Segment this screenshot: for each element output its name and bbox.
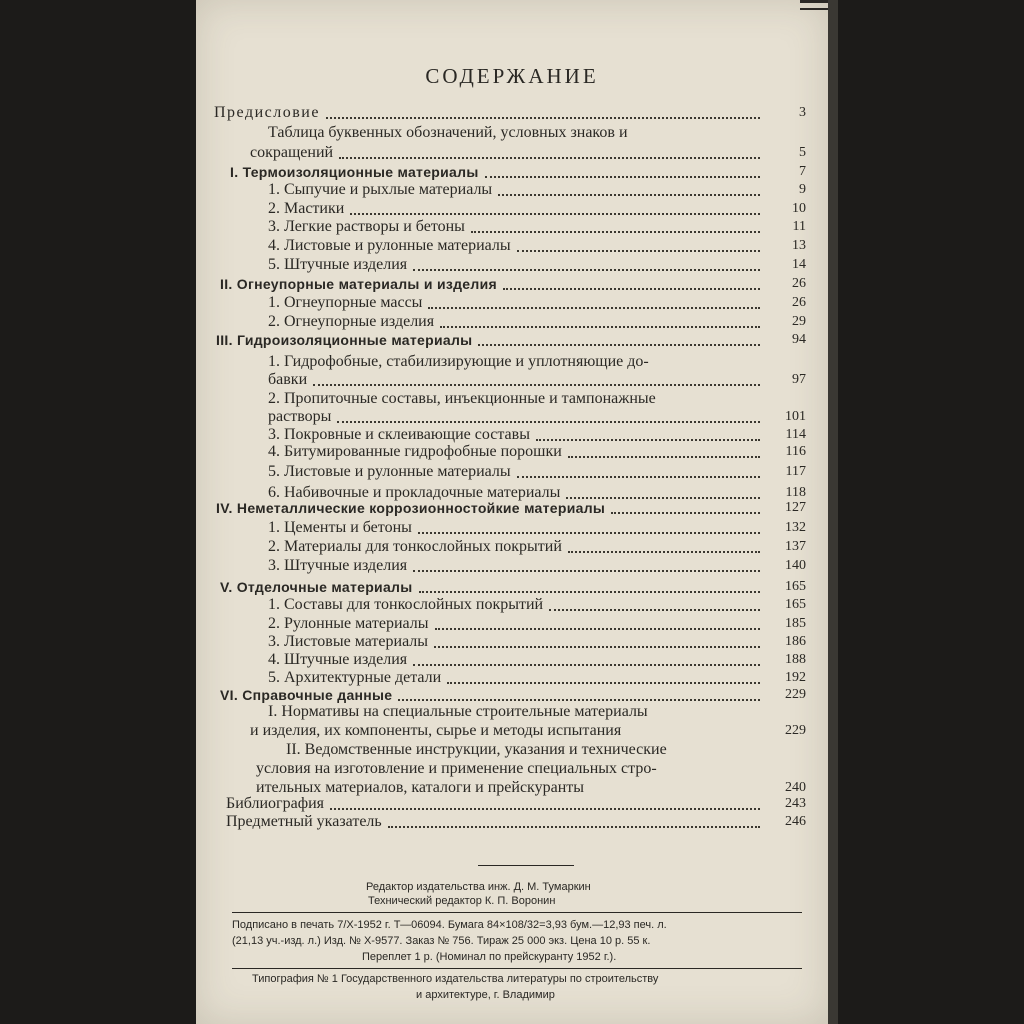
leader-dots [447,682,760,684]
leader-dots [388,826,760,828]
imprint-line: Подписано в печать 7/X-1952 г. Т—06094. Бумага 84×108/32=3,93 бум.—12,93 печ. л. [232,919,667,931]
toc-page-number: 114 [785,427,806,442]
toc-page-number: 101 [785,409,806,424]
toc-entry [268,538,806,556]
toc-entry-title: 5. Листовые и рулонные материалы [268,463,511,480]
toc-page-number: 116 [785,444,806,459]
toc-entry-title: 6. Набивочные и прокладочные материалы [268,484,561,501]
leader-dots [413,570,760,572]
toc-page-number: 117 [785,464,806,479]
toc-page-number: 132 [785,520,806,535]
toc-entry [268,408,806,426]
toc-entry-title: 1. Составы для тонкослойных покрытий [268,596,544,613]
toc-entry-title: Предметный указатель [226,813,382,830]
tech-editor-line: Технический редактор К. П. Воронин [368,895,556,907]
leader-dots [517,476,760,478]
leader-dots [413,664,760,666]
toc-page-number: 13 [792,238,806,253]
toc-page-number: 10 [792,201,806,216]
leader-dots [413,269,760,271]
toc-entry-title: I. Нормативы на специальные строительные материалы [268,703,648,720]
page-title: СОДЕРЖАНИЕ [425,64,599,88]
toc-page-number: 26 [792,276,806,291]
toc-entry [268,519,806,537]
toc-section-title: IV. Неметаллические коррозионностойкие материалы [216,500,606,516]
header-rule [800,0,828,3]
editor-line: Редактор издательства инж. Д. М. Тумаркин [366,881,591,893]
printer-line: и архитектуре, г. Владимир [416,989,555,1001]
leader-dots [611,512,760,514]
toc-entry-title-cont: условия на изготовление и применение специальных стро- [256,760,657,777]
toc-page-number: 127 [785,500,806,515]
leader-dots [536,439,760,441]
leader-dots [326,117,760,119]
toc-entry-title: 1. Цементы и бетоны [268,519,412,536]
toc-entry-title: Предисловие [214,104,320,121]
toc-page-number: 3 [799,105,806,120]
toc-entry-title: 1. Сыпучие и рыхлые материалы [268,181,493,198]
toc-page-number: 137 [785,539,806,554]
toc-entry [214,104,806,122]
toc-entry [250,722,806,740]
toc-entry [268,463,806,481]
toc-page-number: 94 [792,332,806,347]
toc-entry [220,686,806,704]
toc-page-number: 240 [785,780,806,795]
toc-page-number: 9 [799,182,806,197]
toc-entry-title: Библиография [226,795,324,812]
toc-entry [230,163,806,181]
toc-page-number: 140 [785,558,806,573]
leader-dots [498,194,760,196]
toc-page-number: 165 [785,597,806,612]
toc-entry-title: 2. Огнеупорные изделия [268,313,435,330]
header-rule [800,8,828,10]
toc-section-title: V. Отделочные материалы [220,579,413,595]
toc-page-number: 29 [792,314,806,329]
toc-entry-title-cont: ительных материалов, каталоги и прейскуранты [256,779,584,796]
toc-entry [268,651,806,669]
page-edge [828,0,838,1024]
leader-dots [471,231,760,233]
toc-entry-title: 2. Материалы для тонкослойных покрытий [268,538,562,555]
leader-dots [337,421,760,423]
leader-dots [419,591,761,593]
toc-entry-title: II. Ведомственные инструкции, указания и технические [286,741,667,758]
toc-section-title: II. Огнеупорные материалы и изделия [220,276,497,292]
toc-entry-title: 5. Архитектурные детали [268,669,442,686]
divider [232,968,802,969]
toc-entry [268,294,806,312]
toc-page-number: 229 [785,687,806,702]
divider [478,865,574,866]
toc-entry [268,426,806,444]
toc-entry [220,578,806,596]
toc-entry [268,615,806,633]
toc-entry-title: 3. Листовые материалы [268,633,429,650]
toc-entry [268,557,806,575]
toc-page-number: 186 [785,634,806,649]
toc-entry [220,275,806,293]
toc-page-number: 5 [799,145,806,160]
toc-entry-title: 4. Листовые и рулонные материалы [268,237,511,254]
leader-dots [485,176,760,178]
toc-entry-title-cont: сокращений [250,144,334,161]
toc-entry [268,313,806,331]
toc-entry [268,443,806,461]
leader-dots [568,551,760,553]
leader-dots [350,213,760,215]
toc-entry [268,256,806,274]
toc-page-number: 97 [792,372,806,387]
toc-entry-title: Таблица буквенных обозначений, условных знаков и [268,124,628,141]
toc-page-number: 246 [785,814,806,829]
leader-dots [503,288,760,290]
book-page [196,0,828,1024]
toc-entry [268,181,806,199]
toc-entry [268,371,806,389]
toc-entry [226,795,806,813]
leader-dots [418,532,760,534]
toc-entry-title: 2. Рулонные материалы [268,615,429,632]
toc-entry-title: 1. Огнеупорные массы [268,294,423,311]
leader-dots [339,157,760,159]
toc-section-title: I. Термоизоляционные материалы [230,164,479,180]
toc-entry [216,331,806,349]
toc-entry [268,200,806,218]
toc-page-number: 7 [799,164,806,179]
leader-dots [549,609,760,611]
toc-entry [268,218,806,236]
toc-page-number: 26 [792,295,806,310]
imprint-line: Переплет 1 р. (Номинал по прейскуранту 1952 г.). [362,951,617,963]
toc-page-number: 192 [785,670,806,685]
toc-entry-title: 3. Легкие растворы и бетоны [268,218,465,235]
toc-entry-title: 4. Штучные изделия [268,651,408,668]
imprint-line: (21,13 уч.-изд. л.) Изд. № X-9577. Заказ № 756. Тираж 25 000 экз. Цена 10 р. 55 к. [232,935,651,947]
leader-dots [398,699,760,701]
toc-entry-title-cont: бавки [268,371,308,388]
toc-page-number: 11 [792,219,806,234]
toc-page-number: 243 [785,796,806,811]
toc-entry-title: 3. Покровные и склеивающие составы [268,426,530,443]
divider [232,912,802,913]
toc-section-title: VI. Справочные данные [220,687,393,703]
toc-entry [268,669,806,687]
toc-entry-title: 2. Пропиточные составы, инъекционные и тампонажные [268,390,656,407]
toc-entry-title: 3. Штучные изделия [268,557,408,574]
leader-dots [434,646,760,648]
toc-entry-title: 1. Гидрофобные, стабилизирующие и уплотняющие до- [268,353,649,370]
leader-dots [330,808,760,810]
toc-page-number: 229 [785,723,806,738]
toc-page-number: 118 [785,485,806,500]
leader-dots [440,326,760,328]
leader-dots [478,344,760,346]
toc-entry-title: 2. Мастики [268,200,345,217]
toc-page-number: 165 [785,579,806,594]
toc-entry [268,633,806,651]
leader-dots [517,250,760,252]
toc-page-number: 185 [785,616,806,631]
toc-entry-title-cont: и изделия, их компоненты, сырье и методы испытания [250,722,622,739]
leader-dots [568,456,760,458]
toc-entry-title: 5. Штучные изделия [268,256,408,273]
toc-entry [250,144,806,162]
toc-entry [268,596,806,614]
leader-dots [428,307,760,309]
leader-dots [313,384,760,386]
toc-page-number: 14 [792,257,806,272]
toc-section-title: III. Гидроизоляционные материалы [216,332,473,348]
leader-dots [435,628,761,630]
toc-entry-title-cont: растворы [268,408,332,425]
toc-entry [226,813,806,831]
toc-entry-title: 4. Битумированные гидрофобные порошки [268,443,562,460]
toc-page-number: 188 [785,652,806,667]
printer-line: Типография № 1 Государственного издательства литературы по строительству [252,973,659,985]
toc-entry [268,237,806,255]
toc-entry [216,499,806,517]
